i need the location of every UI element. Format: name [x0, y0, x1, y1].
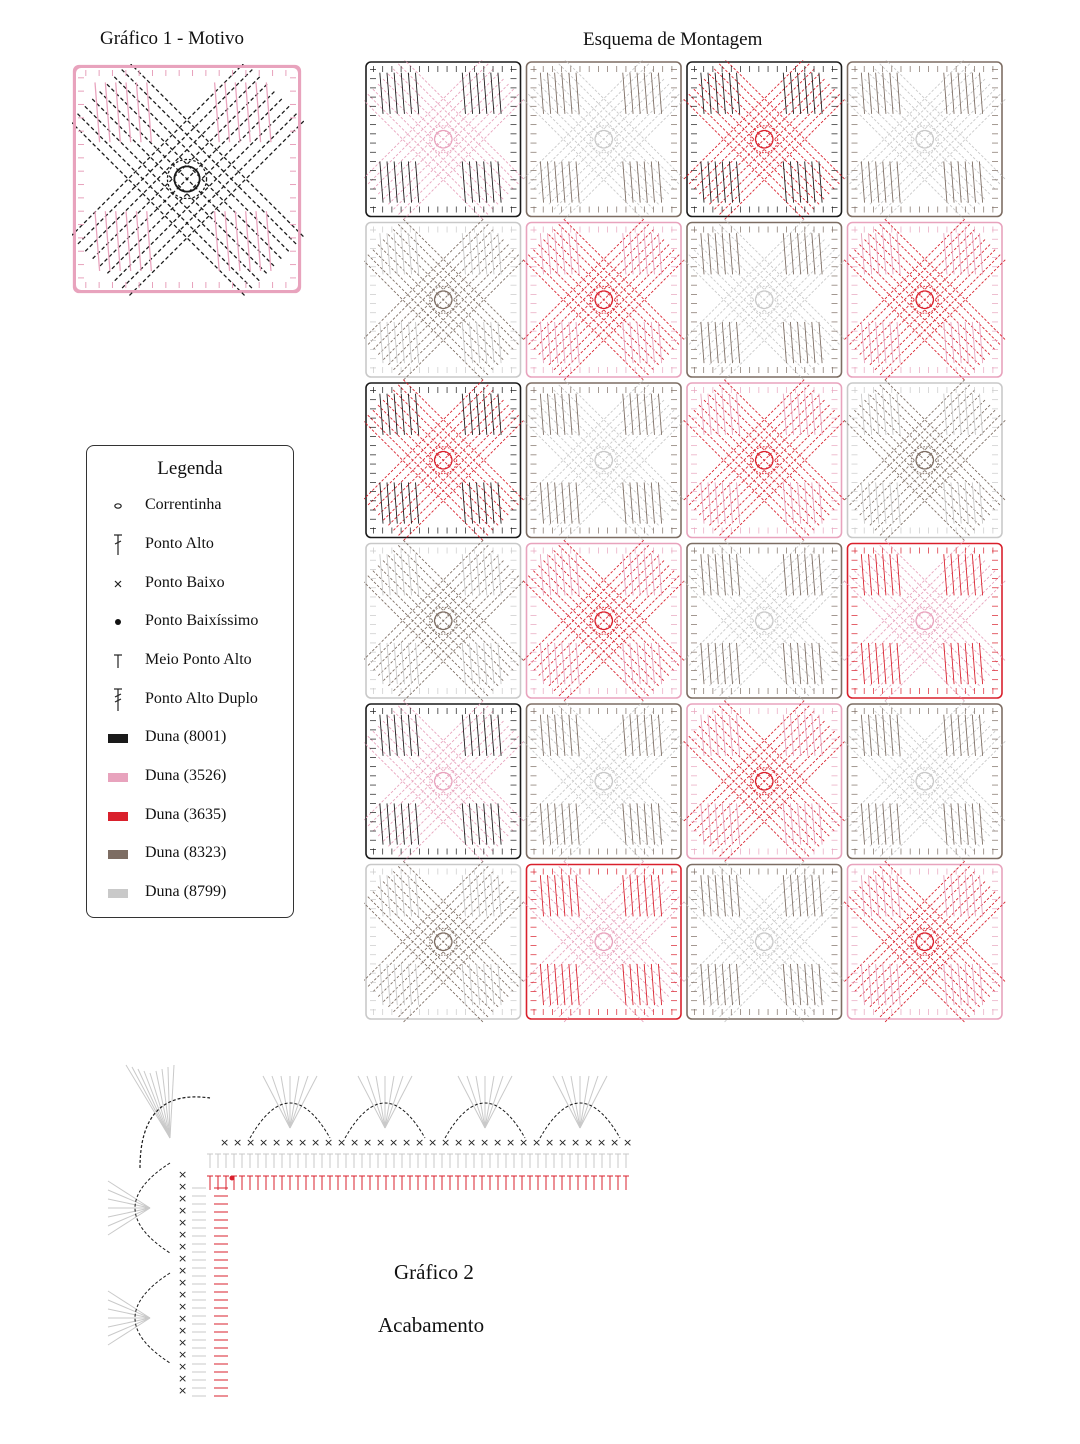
assembly-square [844, 701, 1005, 862]
svg-text:×: × [178, 1276, 188, 1289]
assembly-square [684, 701, 845, 862]
assembly-square [364, 219, 524, 380]
legend-label: Duna (8323) [145, 844, 227, 861]
svg-text:×: × [178, 1300, 188, 1313]
svg-text:×: × [178, 1216, 188, 1229]
assembly-square [523, 540, 684, 701]
legend-label: Duna (8799) [145, 883, 227, 900]
assembly-square [844, 219, 1005, 380]
assembly-scheme-title: Esquema de Montagem [583, 29, 763, 50]
legend-item-chain [87, 494, 293, 518]
legend-item-slip-stitch [87, 610, 293, 634]
motif-square [72, 64, 304, 296]
assembly-square [684, 540, 845, 701]
chain-stitch-icon [107, 496, 129, 516]
legend-box [86, 445, 294, 918]
finishing-title: Acabamento [378, 1313, 485, 1337]
legend-item-yarn-8001 [87, 726, 293, 750]
assembly-square [364, 861, 524, 1022]
legend-label: Meio Ponto Alto [145, 651, 252, 668]
svg-text:×: × [337, 1136, 347, 1149]
half-double-crochet-icon [107, 651, 129, 671]
svg-text:×: × [285, 1136, 295, 1149]
legend-item-yarn-3635 [87, 804, 293, 828]
assembly-square [364, 60, 524, 220]
legend-title: Legenda [157, 458, 223, 479]
svg-text:×: × [350, 1136, 360, 1149]
legend-label: Duna (3526) [145, 767, 227, 784]
yarn-swatch [108, 889, 128, 898]
svg-text:×: × [519, 1136, 529, 1149]
svg-text:×: × [178, 1240, 188, 1253]
svg-text:×: × [545, 1136, 555, 1149]
svg-text:×: × [454, 1136, 464, 1149]
assembly-square [684, 219, 845, 380]
assembly-square [684, 861, 845, 1022]
svg-text:×: × [571, 1136, 581, 1149]
assembly-square [844, 540, 1005, 701]
legend-item-half-double-crochet [87, 649, 293, 673]
legend-item-single-crochet [87, 572, 293, 596]
svg-text:×: × [178, 1372, 188, 1385]
legend-label: Ponto Alto [145, 535, 214, 552]
legend-item-treble-crochet [87, 688, 293, 712]
svg-text:×: × [220, 1136, 230, 1149]
svg-text:×: × [428, 1136, 438, 1149]
chart-2-title: Gráfico 2 [394, 1260, 474, 1284]
assembly-square [364, 380, 524, 541]
svg-text:×: × [532, 1136, 542, 1149]
assembly-square [523, 219, 684, 380]
border-finishing-chart [100, 1058, 640, 1408]
assembly-square [684, 60, 845, 220]
svg-text:×: × [610, 1136, 620, 1149]
legend-item-double-crochet [87, 533, 293, 557]
legend-label: Duna (3635) [145, 806, 227, 823]
svg-text:×: × [178, 1348, 188, 1361]
svg-text:×: × [480, 1136, 490, 1149]
svg-text:×: × [389, 1136, 399, 1149]
svg-text:×: × [402, 1136, 412, 1149]
legend-item-yarn-8323 [87, 842, 293, 866]
svg-text:×: × [493, 1136, 503, 1149]
svg-text:×: × [259, 1136, 269, 1149]
assembly-scheme-grid [364, 60, 1008, 1024]
svg-text:×: × [441, 1136, 451, 1149]
svg-text:×: × [246, 1136, 256, 1149]
svg-text:×: × [178, 1180, 188, 1193]
svg-text:×: × [178, 1384, 188, 1397]
svg-text:×: × [558, 1136, 568, 1149]
svg-text:×: × [506, 1136, 516, 1149]
svg-text:×: × [178, 1228, 188, 1241]
svg-text:×: × [178, 1288, 188, 1301]
svg-text:×: × [178, 1204, 188, 1217]
motif-chart [72, 64, 304, 296]
assembly-square [523, 861, 684, 1022]
legend-label: Ponto Baixo [145, 574, 225, 591]
assembly-square [523, 701, 684, 862]
svg-text:×: × [363, 1136, 373, 1149]
assembly-square [684, 380, 845, 541]
legend-label: Correntinha [145, 496, 222, 513]
assembly-square [844, 861, 1005, 1022]
svg-text:×: × [584, 1136, 594, 1149]
svg-text:×: × [597, 1136, 607, 1149]
legend-label: Ponto Baixíssimo [145, 612, 259, 629]
border-stitches [108, 1065, 632, 1397]
svg-text:×: × [178, 1192, 188, 1205]
single-crochet-icon [107, 574, 129, 594]
svg-text:×: × [178, 1252, 188, 1265]
svg-text:×: × [233, 1136, 243, 1149]
treble-crochet-icon [107, 690, 129, 710]
yarn-swatch [108, 734, 128, 743]
svg-text:×: × [178, 1312, 188, 1325]
yarn-swatch [108, 812, 128, 821]
legend-item-yarn-8799 [87, 881, 293, 905]
svg-text:×: × [467, 1136, 477, 1149]
yarn-swatch [108, 850, 128, 859]
assembly-square [364, 540, 524, 701]
double-crochet-icon [107, 535, 129, 555]
svg-text:×: × [324, 1136, 334, 1149]
yarn-swatch [108, 773, 128, 782]
svg-text:×: × [311, 1136, 321, 1149]
svg-text:×: × [272, 1136, 282, 1149]
svg-text:×: × [178, 1360, 188, 1373]
svg-text:×: × [178, 1264, 188, 1277]
assembly-square [364, 701, 524, 862]
legend-label: Ponto Alto Duplo [145, 690, 258, 707]
svg-text:×: × [298, 1136, 308, 1149]
assembly-square [523, 380, 684, 541]
assembly-square [844, 60, 1005, 220]
svg-text:×: × [415, 1136, 425, 1149]
slip-stitch-icon [107, 612, 129, 632]
svg-text:×: × [178, 1336, 188, 1349]
legend-label: Duna (8001) [145, 728, 227, 745]
motif-chart-title: Gráfico 1 - Motivo [100, 28, 245, 49]
assembly-square [523, 60, 684, 220]
svg-text:×: × [178, 1324, 188, 1337]
assembly-square [844, 380, 1005, 541]
svg-text:×: × [623, 1136, 633, 1149]
svg-text:×: × [376, 1136, 386, 1149]
svg-text:×: × [178, 1168, 188, 1181]
legend-item-yarn-3526 [87, 765, 293, 789]
